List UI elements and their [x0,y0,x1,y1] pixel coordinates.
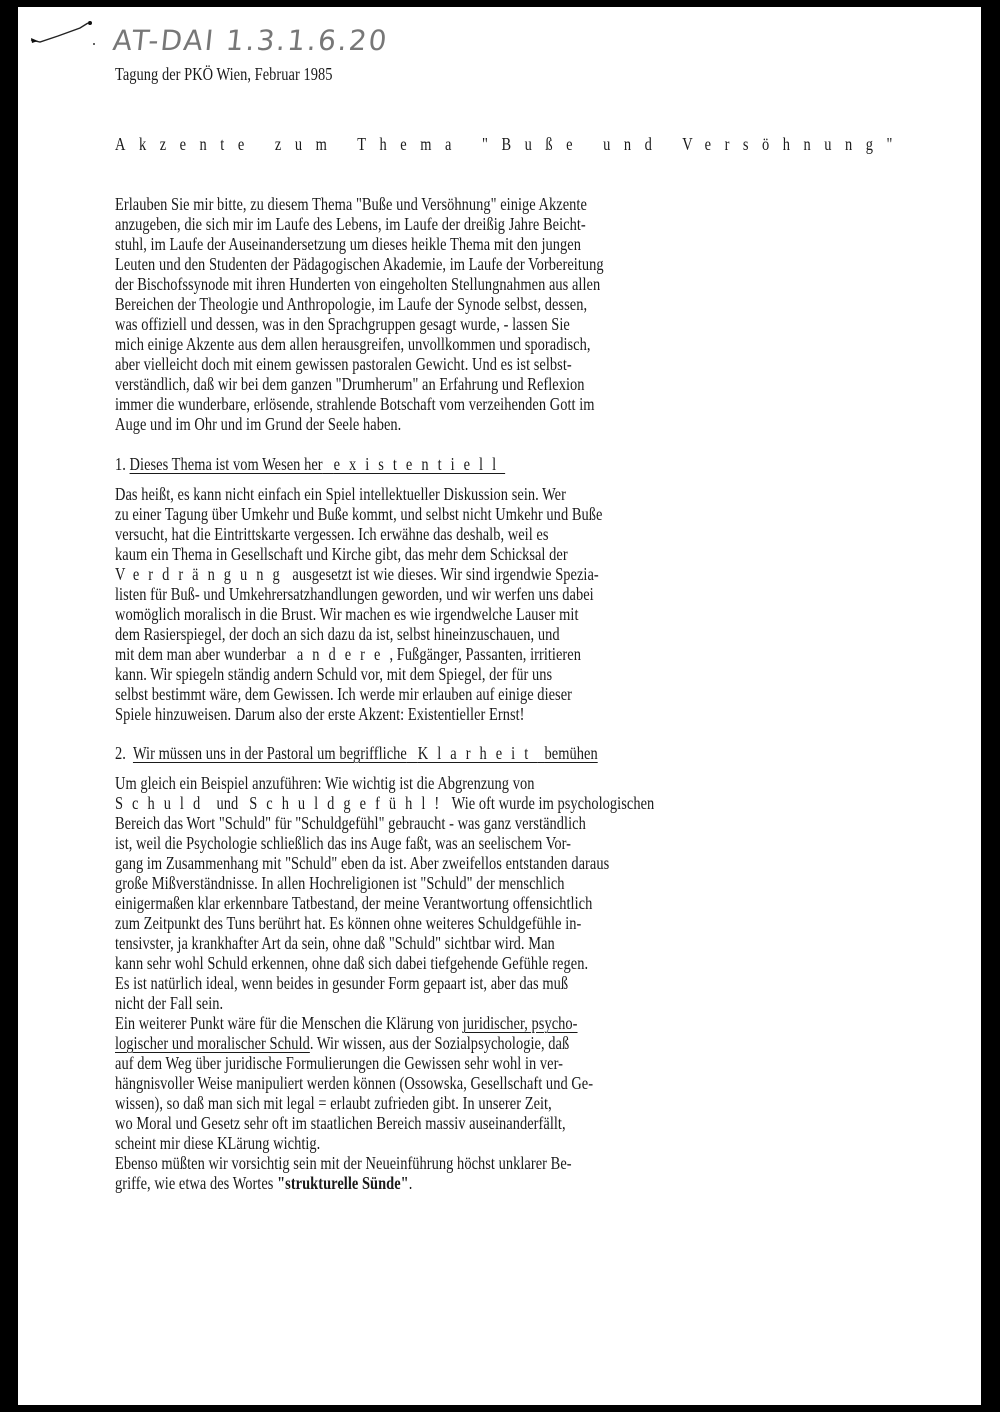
text-line: scheint mir diese KLärung wichtig. [115,1133,321,1153]
text-line: Bereich das Wort "Schuld" für "Schuldgefühl" gebraucht - was ganz verständlich [115,813,586,833]
text-line: kaum ein Thema in Gesellschaft und Kirche gibt, das mehr dem Schicksal der [115,544,568,564]
text-line: Auge und im Ohr und im Grund der Seele haben. [115,414,402,434]
section-1-heading [115,454,505,475]
text-line: kann. Wir spiegeln ständig andern Schuld vor, mit dem Spiegel, der für uns [115,664,553,684]
text-line: immer die wunderbare, erlösende, strahlende Botschaft vom verzeihenden Gott im [115,394,595,414]
text-line: wissen), so daß man sich mit legal = erlaubt zufrieden gibt. In unserer Zeit, [115,1093,552,1113]
emphasized-word: Schuldgefühl! [249,793,449,813]
text-line: Leuten und den Studenten der Pädagogischen Akademie, im Laufe der Vorbereitung [115,254,604,274]
emphasized-word: Schuld [115,793,210,813]
document-header: Tagung der PKÖ Wien, Februar 1985 [115,64,333,84]
text-line: womöglich moralisch in die Brust. Wir machen es wie irgendwelche Lauser mit [115,604,579,624]
bold-phrase: "strukturelle Sünde" [277,1173,409,1193]
section-heading-end: bemühen [544,743,598,763]
text-line: Ebenso müßten wir vorsichtig sein mit der Neueinführung höchst unklarer Be- [115,1153,572,1173]
text-line: zu einer Tagung über Umkehr und Buße kommt, und selbst nicht Umkehr und Buße [115,504,603,524]
pen-stroke-mark [28,18,98,48]
text-span: , Fußgänger, Passanten, irritieren [389,644,581,664]
section-heading-emphasis: existentiell [333,454,506,474]
text-line: Spiele hinzuweisen. Darum also der erste Akzent: Existentieller Ernst! [115,704,525,724]
text-line [115,644,581,665]
text-line: verständlich, daß wir bei dem ganzen "Drumherum" an Erfahrung und Reflexion [115,374,585,394]
text-line: was offiziell und dessen, was in den Sprachgruppen gesagt wurde, - lassen Sie [115,314,570,334]
text-line [115,564,599,585]
section-number: 2. [115,743,126,763]
text-line: versucht, hat die Eintrittskarte vergessen. Ich erwähne das deshalb, weil es [115,524,549,544]
text-line: Es ist natürlich ideal, wenn beides in gesunder Form gepaart ist, aber das muß [115,973,569,993]
section-number: 1. [115,454,126,474]
text-line [115,1033,569,1054]
text-span: und [216,793,239,813]
text-line: Bereichen der Theologie und Anthropologie, im Laufe der Synode selbst, dessen, [115,294,588,314]
text-line [115,1013,578,1034]
text-span: . Wir wissen, aus der Sozialpsychologie, daß [309,1033,570,1053]
text-line: Um gleich ein Beispiel anzuführen: Wie wichtig ist die Abgrenzung von [115,773,535,793]
text-line: aber vielleicht doch mit einem gewissen pastoralen Gewicht. Und es ist selbst- [115,354,572,374]
archive-annotation: AT-DAI 1.3.1.6.20 [111,24,391,57]
emphasized-word: andere [296,644,390,664]
text-span: . [408,1173,413,1193]
text-span: Ein weiterer Punkt wäre für die Menschen die Klärung von [115,1013,463,1033]
text-line: mich einige Akzente aus dem allen herausgreifen, unvollkommen und sporadisch, [115,334,591,354]
text-span: Wie oft wurde im psychologischen [448,793,655,813]
text-line [115,793,654,814]
section-heading-text: Dieses Thema ist vom Wesen her [129,454,323,474]
text-span: mit dem man aber wunderbar [115,644,290,664]
text-line: nicht der Fall sein. [115,993,224,1013]
text-line: ist, weil die Psychologie schließlich das ins Auge faßt, was an seelischem Vor- [115,833,571,853]
text-line: dem Rasierspiegel, der doch an sich dazu da ist, selbst hineinzuschauen, und [115,624,560,644]
text-line: einigermaßen klar erkennbare Tatbestand, der meine Verantwortung offensichtlich [115,893,593,913]
text-line: anzugeben, die sich mir im Laufe des Lebens, im Laufe der dreißig Jahre Beicht- [115,214,586,234]
section-2-heading [115,743,598,764]
text-line: listen für Buß- und Umkehrersatzhandlungen geworden, und wir werfen uns dabei [115,584,594,604]
text-line: zum Zeitpunkt des Tuns berührt hat. Es können ohne weiteres Schuldgefühle in- [115,913,582,933]
text-line: selbst bestimmt wäre, dem Gewissen. Ich werde mir erlauben auf einige dieser [115,684,573,704]
text-line: Erlauben Sie mir bitte, zu diesem Thema "Buße und Versöhnung" einige Akzente [115,194,587,214]
text-line: hängnisvoller Weise manipuliert werden können (Ossowska, Gesellschaft und Ge- [115,1073,594,1093]
text-line: wo Moral und Gesetz sehr oft im staatlichen Bereich massiv auseinanderfällt, [115,1113,566,1133]
text-line: Das heißt, es kann nicht einfach ein Spiel intellektueller Diskussion sein. Wer [115,484,566,504]
document-title: Akzente zum Thema "Buße und Versöhnung" [115,134,906,154]
text-line: tensivster, ja krankhafter Art da sein, ohne daß "Schuld" sichtbar wird. Man [115,933,555,953]
text-line: der Bischofssynode mit ihren Hunderten von eingeholten Stellungnahmen aus allen [115,274,601,294]
text-line: kann sehr wohl Schuld erkennen, ohne daß sich dabei tiefgehende Gefühle regen. [115,953,589,973]
text-line: gang im Zusammenhang mit "Schuld" eben da ist. Aber zweifellos entstanden daraus [115,853,610,873]
text-line: große Mißverständnisse. In allen Hochreligionen ist "Schuld" der menschlich [115,873,565,893]
text-line: stuhl, im Laufe der Auseinandersetzung um dieses heikle Thema mit den jungen [115,234,582,254]
section-heading-text: Wir müssen uns in der Pastoral um begriffliche [132,743,407,763]
emphasized-word: Verdrängung [115,564,289,584]
underlined-phrase: logischer und moralischer Schuld [115,1033,310,1053]
underlined-phrase: juridischer, psycho- [462,1013,578,1033]
text-span: ausgesetzt ist wie dieses. Wir sind irgendwie Spezia- [288,564,599,584]
section-heading-emphasis: Klarheit [417,743,538,763]
text-span: griffe, wie etwa des Wortes [115,1173,278,1193]
text-line: auf dem Weg über juridische Formulierungen die Gewissen sehr wohl in ver- [115,1053,564,1073]
text-line [115,1173,412,1194]
